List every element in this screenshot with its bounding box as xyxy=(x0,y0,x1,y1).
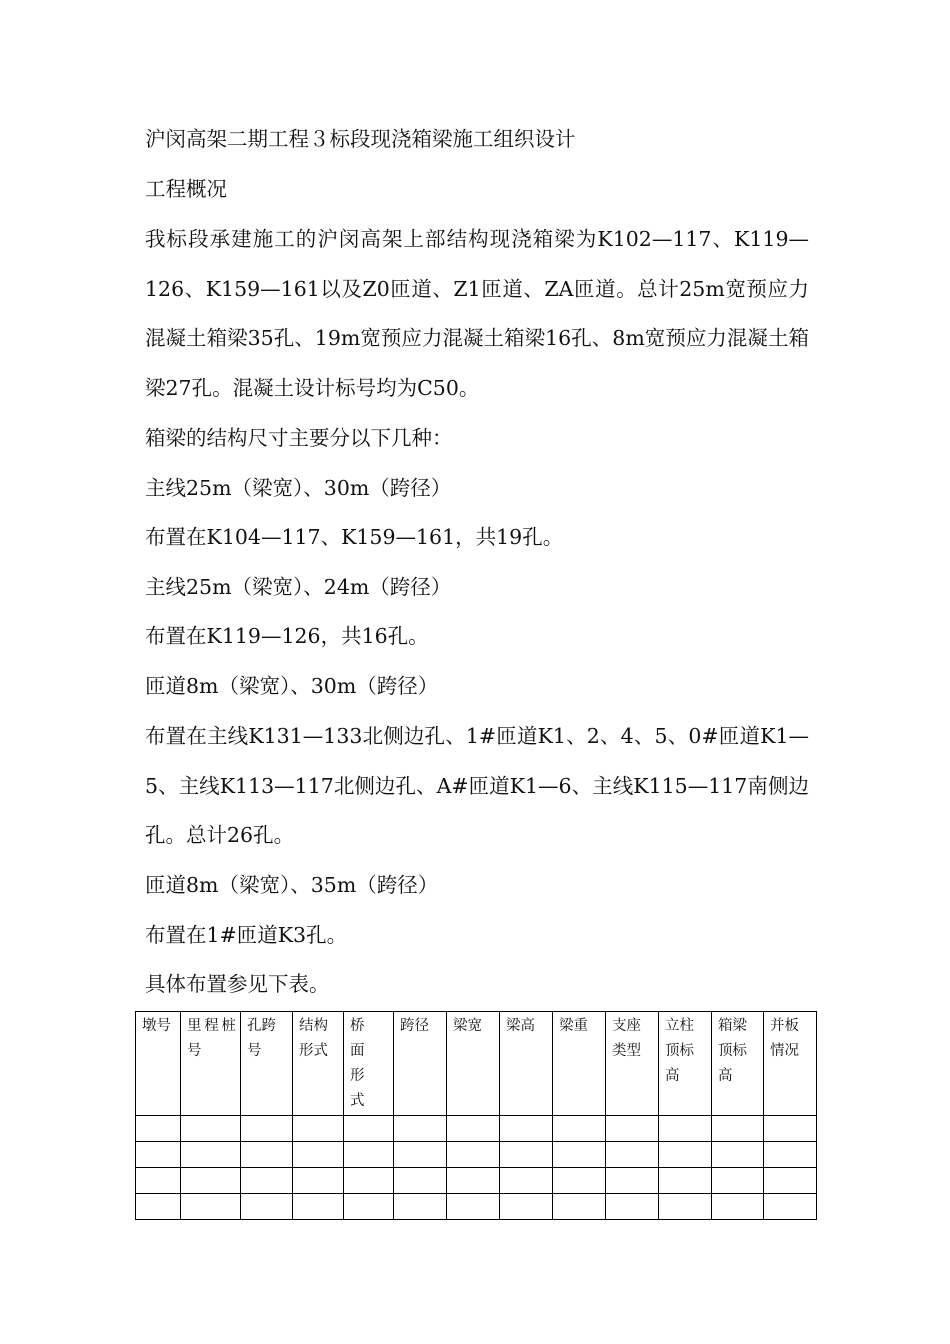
table-row xyxy=(136,1142,817,1168)
header-cell-span-no xyxy=(241,1012,293,1116)
header-label: 箱梁顶标高 xyxy=(718,1018,747,1084)
table-row xyxy=(136,1168,817,1194)
table-cell xyxy=(764,1142,817,1168)
table-cell xyxy=(394,1194,447,1220)
table-cell xyxy=(712,1168,764,1194)
header-label: 孔跨号 xyxy=(247,1018,276,1059)
table-cell xyxy=(136,1142,181,1168)
table-cell xyxy=(764,1116,817,1142)
table-cell xyxy=(293,1168,344,1194)
table-cell xyxy=(241,1142,293,1168)
table-cell xyxy=(344,1116,394,1142)
header-label: 结构形式 xyxy=(299,1018,328,1059)
table-cell xyxy=(659,1142,712,1168)
document-title: 沪闵高架二期工程３标段现浇箱梁施工组织设计 xyxy=(145,127,576,151)
header-label: 桥面形式 xyxy=(350,1018,365,1109)
table-cell xyxy=(293,1116,344,1142)
header-cell-beam-width xyxy=(447,1012,500,1116)
table-cell xyxy=(500,1194,553,1220)
table-cell xyxy=(241,1168,293,1194)
header-cell-beam-weight xyxy=(553,1012,606,1116)
table-row xyxy=(136,1116,817,1142)
table-cell xyxy=(394,1142,447,1168)
header-cell-pier-no xyxy=(136,1012,181,1116)
table-row xyxy=(136,1194,817,1220)
header-cell-slab-merge xyxy=(764,1012,817,1116)
table-cell xyxy=(606,1142,659,1168)
table-cell xyxy=(659,1168,712,1194)
type1-layout: 布置在K104—117、K159—161，共19孔。 xyxy=(145,525,564,549)
table-cell xyxy=(764,1194,817,1220)
header-cell-structure-form xyxy=(293,1012,344,1116)
types-intro: 箱梁的结构尺寸主要分以下几种： xyxy=(145,426,453,450)
type1-title: 主线25m（梁宽）、30m（跨径） xyxy=(145,476,452,500)
table-cell xyxy=(500,1142,553,1168)
table-cell xyxy=(394,1168,447,1194)
table-cell xyxy=(447,1142,500,1168)
type2-title: 主线25m（梁宽）、24m（跨径） xyxy=(145,575,452,599)
table-cell xyxy=(553,1194,606,1220)
table-cell xyxy=(136,1116,181,1142)
header-cell-bearing-type xyxy=(606,1012,659,1116)
table-cell xyxy=(344,1142,394,1168)
table-cell xyxy=(181,1142,241,1168)
table-cell xyxy=(447,1194,500,1220)
table-cell xyxy=(764,1168,817,1194)
header-label: 支座类型 xyxy=(612,1018,641,1059)
table-cell xyxy=(606,1168,659,1194)
type3-title: 匝道8m（梁宽）、30m（跨径） xyxy=(145,674,439,698)
table-cell xyxy=(553,1116,606,1142)
table-cell xyxy=(136,1194,181,1220)
table-cell xyxy=(712,1116,764,1142)
header-label: 梁重 xyxy=(559,1018,588,1034)
table-cell xyxy=(293,1194,344,1220)
header-cell-beam-top-elev xyxy=(712,1012,764,1116)
table-cell xyxy=(344,1194,394,1220)
intro-paragraph: 我标段承建施工的沪闵高架上部结构现浇箱梁为K102—117、K119—126、K159—161以及Z0匝道、Z1匝道、ZA匝道。总计25m宽预应力混凝土箱梁35孔、19m宽预应力混凝土箱梁16孔、8m宽预应力混凝土箱梁27孔。混凝土设计标号均为C50。 xyxy=(145,227,809,400)
header-cell-mileage xyxy=(181,1012,241,1116)
type4-layout: 布置在1#匝道K3孔。 xyxy=(145,923,348,947)
table-header-row xyxy=(136,1012,817,1116)
table-cell xyxy=(606,1194,659,1220)
table-cell xyxy=(181,1116,241,1142)
header-label: 并板情况 xyxy=(770,1018,799,1059)
type2-layout: 布置在K119—126，共16孔。 xyxy=(145,624,429,648)
header-cell-beam-height xyxy=(500,1012,553,1116)
table-cell xyxy=(241,1194,293,1220)
table-cell xyxy=(293,1142,344,1168)
header-cell-deck-form xyxy=(344,1012,394,1116)
layout-table xyxy=(135,1011,817,1220)
table-cell xyxy=(394,1116,447,1142)
section-heading: 工程概况 xyxy=(145,177,227,201)
table-cell xyxy=(447,1116,500,1142)
table-cell xyxy=(659,1194,712,1220)
table-cell xyxy=(553,1168,606,1194)
table-cell xyxy=(344,1168,394,1194)
header-label: 墩号 xyxy=(142,1018,171,1034)
header-label: 梁宽 xyxy=(453,1018,482,1034)
header-label: 梁高 xyxy=(506,1018,535,1034)
table-cell xyxy=(136,1168,181,1194)
type4-title: 匝道8m（梁宽）、35m（跨径） xyxy=(145,873,439,897)
header-cell-span xyxy=(394,1012,447,1116)
table-cell xyxy=(712,1142,764,1168)
table-cell xyxy=(553,1142,606,1168)
header-label: 立柱顶标高 xyxy=(665,1018,694,1084)
table-intro: 具体布置参见下表。 xyxy=(145,972,330,996)
header-label: 跨径 xyxy=(400,1018,429,1034)
table-cell xyxy=(241,1116,293,1142)
type3-layout: 布置在主线K131—133北侧边孔、1#匝道K1、2、4、5、0#匝道K1—5、主线K113—117北侧边孔、A#匝道K1—6、主线K115—117南侧边孔。总计26孔。 xyxy=(145,724,809,847)
table-cell xyxy=(181,1194,241,1220)
table-cell xyxy=(659,1116,712,1142)
table-cell xyxy=(712,1194,764,1220)
table-cell xyxy=(181,1168,241,1194)
header-label: 里程桩号 xyxy=(187,1018,236,1059)
table-cell xyxy=(447,1168,500,1194)
table-cell xyxy=(500,1168,553,1194)
table-cell xyxy=(500,1116,553,1142)
header-cell-column-top-elev xyxy=(659,1012,712,1116)
table-cell xyxy=(606,1116,659,1142)
